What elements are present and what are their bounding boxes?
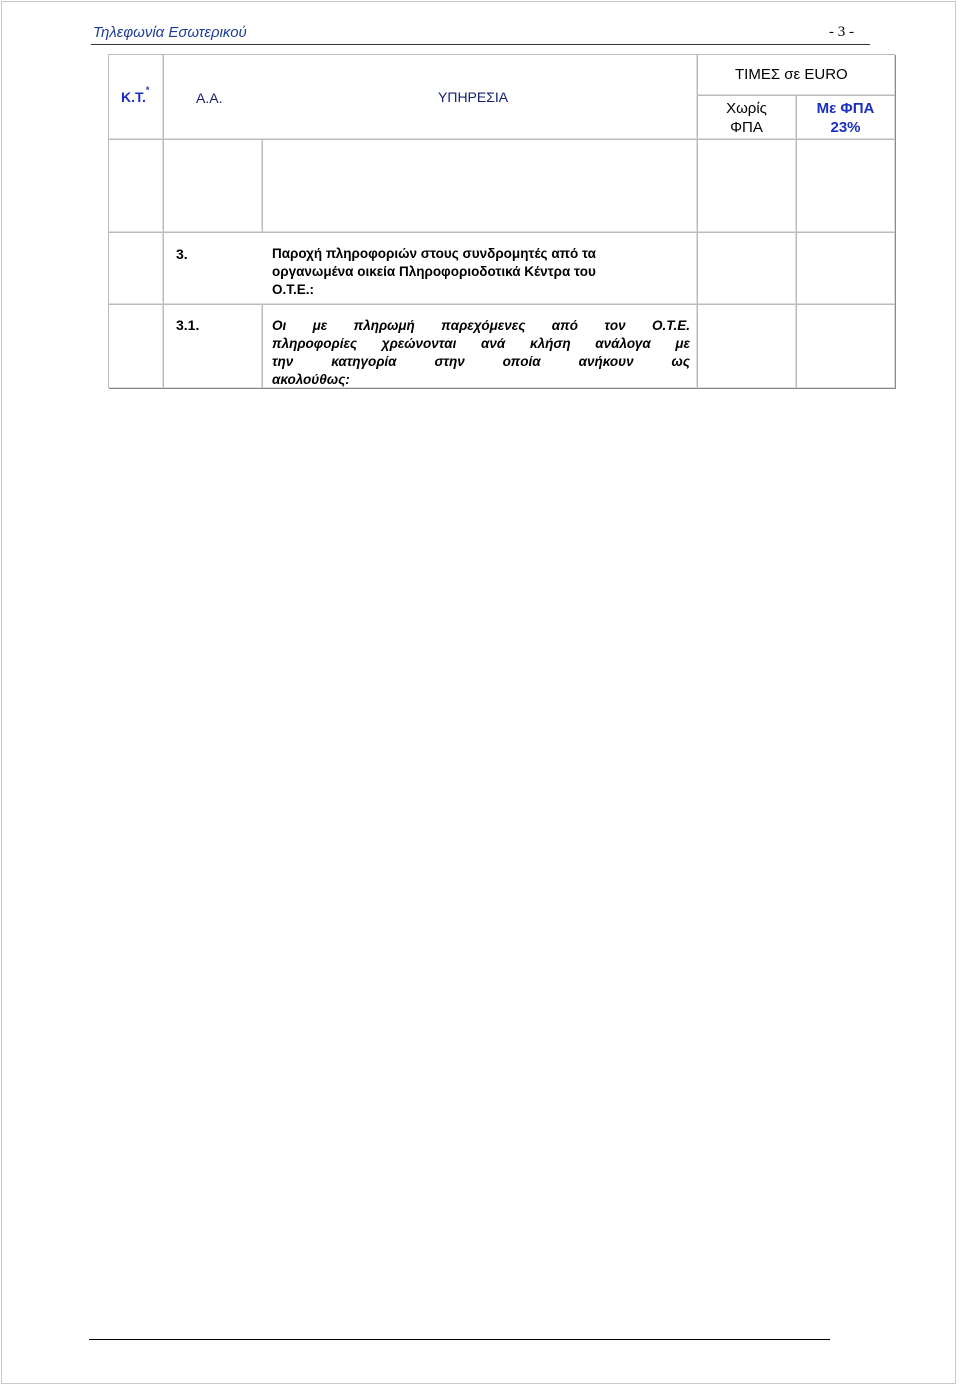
empty-cell-no-vat <box>697 139 796 232</box>
row-3-number: 3. <box>176 246 188 262</box>
column-header-aa: Α.Α. <box>196 90 223 106</box>
running-header-title: Τηλεφωνία Εσωτερικού <box>93 24 247 41</box>
row-3-cell-no-vat <box>697 232 796 304</box>
empty-cell-kt <box>108 139 163 232</box>
empty-cell-service <box>262 139 697 232</box>
page-number: - 3 - <box>829 24 854 40</box>
row-3-1-service-text: Οι με πληρωμή παρεχόμενες από τον Ο.Τ.Ε. πληροφορίες χρεώνονται ανά κλήση ανάλογα με την κατηγορία στην οποία ανήκουν ως ακολούθως: <box>272 318 690 387</box>
empty-cell-aa <box>163 139 262 232</box>
column-header-vat: Με ΦΠΑ 23% <box>816 100 875 136</box>
row-3-1-cell-vat <box>796 304 895 388</box>
footer-rule <box>89 1339 830 1340</box>
row-3-1-cell-kt <box>108 304 163 388</box>
column-header-no-vat: Χωρίς ΦΠΑ <box>726 100 767 136</box>
row-3-service-text: Παροχή πληροφοριών στους συνδρομητές από τα οργανωμένα οικεία Πληροφοριοδοτικά Κέντρα του Ο.Τ.Ε.: <box>272 246 596 297</box>
row-3-1-number: 3.1. <box>176 317 200 333</box>
row-3-cell-kt <box>108 232 163 304</box>
column-header-kt: Κ.Τ.* <box>121 85 150 105</box>
row-3-1-cell-no-vat <box>697 304 796 388</box>
header-rule <box>91 44 870 45</box>
column-header-prices: ΤΙΜΕΣ σε EURO <box>735 66 848 83</box>
header-cell-aa-service <box>163 54 697 139</box>
row-3-cell-vat <box>796 232 895 304</box>
empty-cell-vat <box>796 139 895 232</box>
column-header-service: ΥΠΗΡΕΣΙΑ <box>438 89 509 105</box>
